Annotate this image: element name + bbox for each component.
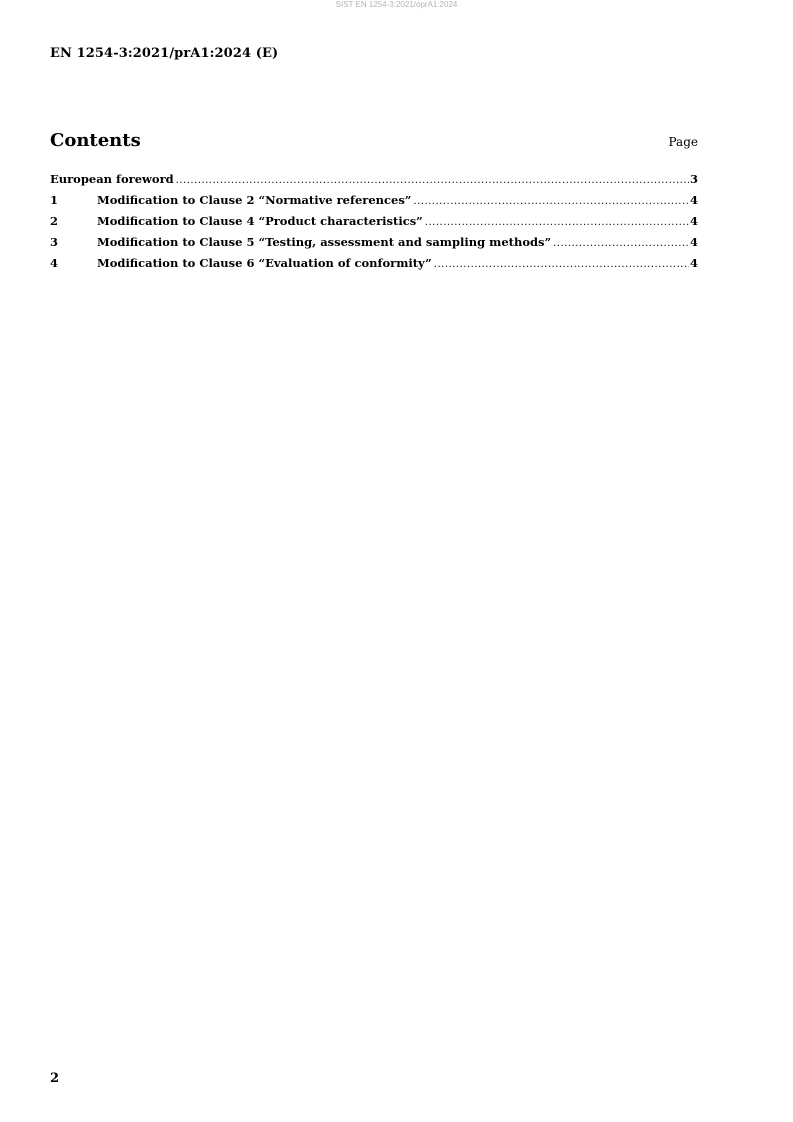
toc-dot-leader (553, 238, 689, 249)
toc-entry-clause-3[interactable] (50, 235, 698, 256)
toc-dot-leader (176, 175, 689, 186)
toc-entry-number: 3 (50, 235, 59, 249)
toc-entry-title: European foreword (50, 172, 174, 186)
toc-entry-number: 1 (50, 193, 59, 207)
contents-title: Contents (50, 130, 141, 151)
toc-entry-clause-2[interactable] (50, 214, 698, 235)
toc-entry-page: 4 (689, 214, 698, 228)
toc-entry-title: Modification to Clause 2 “Normative references” (97, 193, 412, 207)
toc-entry-title: Modification to Clause 4 “Product characteristics” (97, 214, 423, 228)
toc-entry-page: 4 (689, 256, 698, 270)
document-id-header: EN 1254-3:2021/prA1:2024 (E) (50, 46, 279, 61)
toc-entry-number: 2 (50, 214, 59, 228)
toc-entry-page: 4 (689, 193, 698, 207)
contents-heading-row (50, 130, 698, 151)
toc-entry-title: Modification to Clause 6 “Evaluation of conformity” (97, 256, 432, 270)
page-number: 2 (50, 1071, 60, 1086)
toc-entry-clause-1[interactable] (50, 193, 698, 214)
toc-entry-clause-4[interactable] (50, 256, 698, 277)
page-column-label: Page (668, 135, 698, 149)
toc-entry-title: Modification to Clause 5 “Testing, assessment and sampling methods” (97, 235, 552, 249)
toc-dot-leader (434, 259, 689, 270)
toc-dot-leader (413, 196, 689, 207)
watermark: SIST EN 1254-3:2021/oprA1:2024 (335, 0, 458, 9)
table-of-contents (50, 172, 698, 277)
toc-entry-page: 3 (689, 172, 698, 186)
toc-entry-european-foreword[interactable] (50, 172, 698, 193)
toc-entry-page: 4 (689, 235, 698, 249)
toc-entry-number: 4 (50, 256, 59, 270)
toc-dot-leader (425, 217, 689, 228)
